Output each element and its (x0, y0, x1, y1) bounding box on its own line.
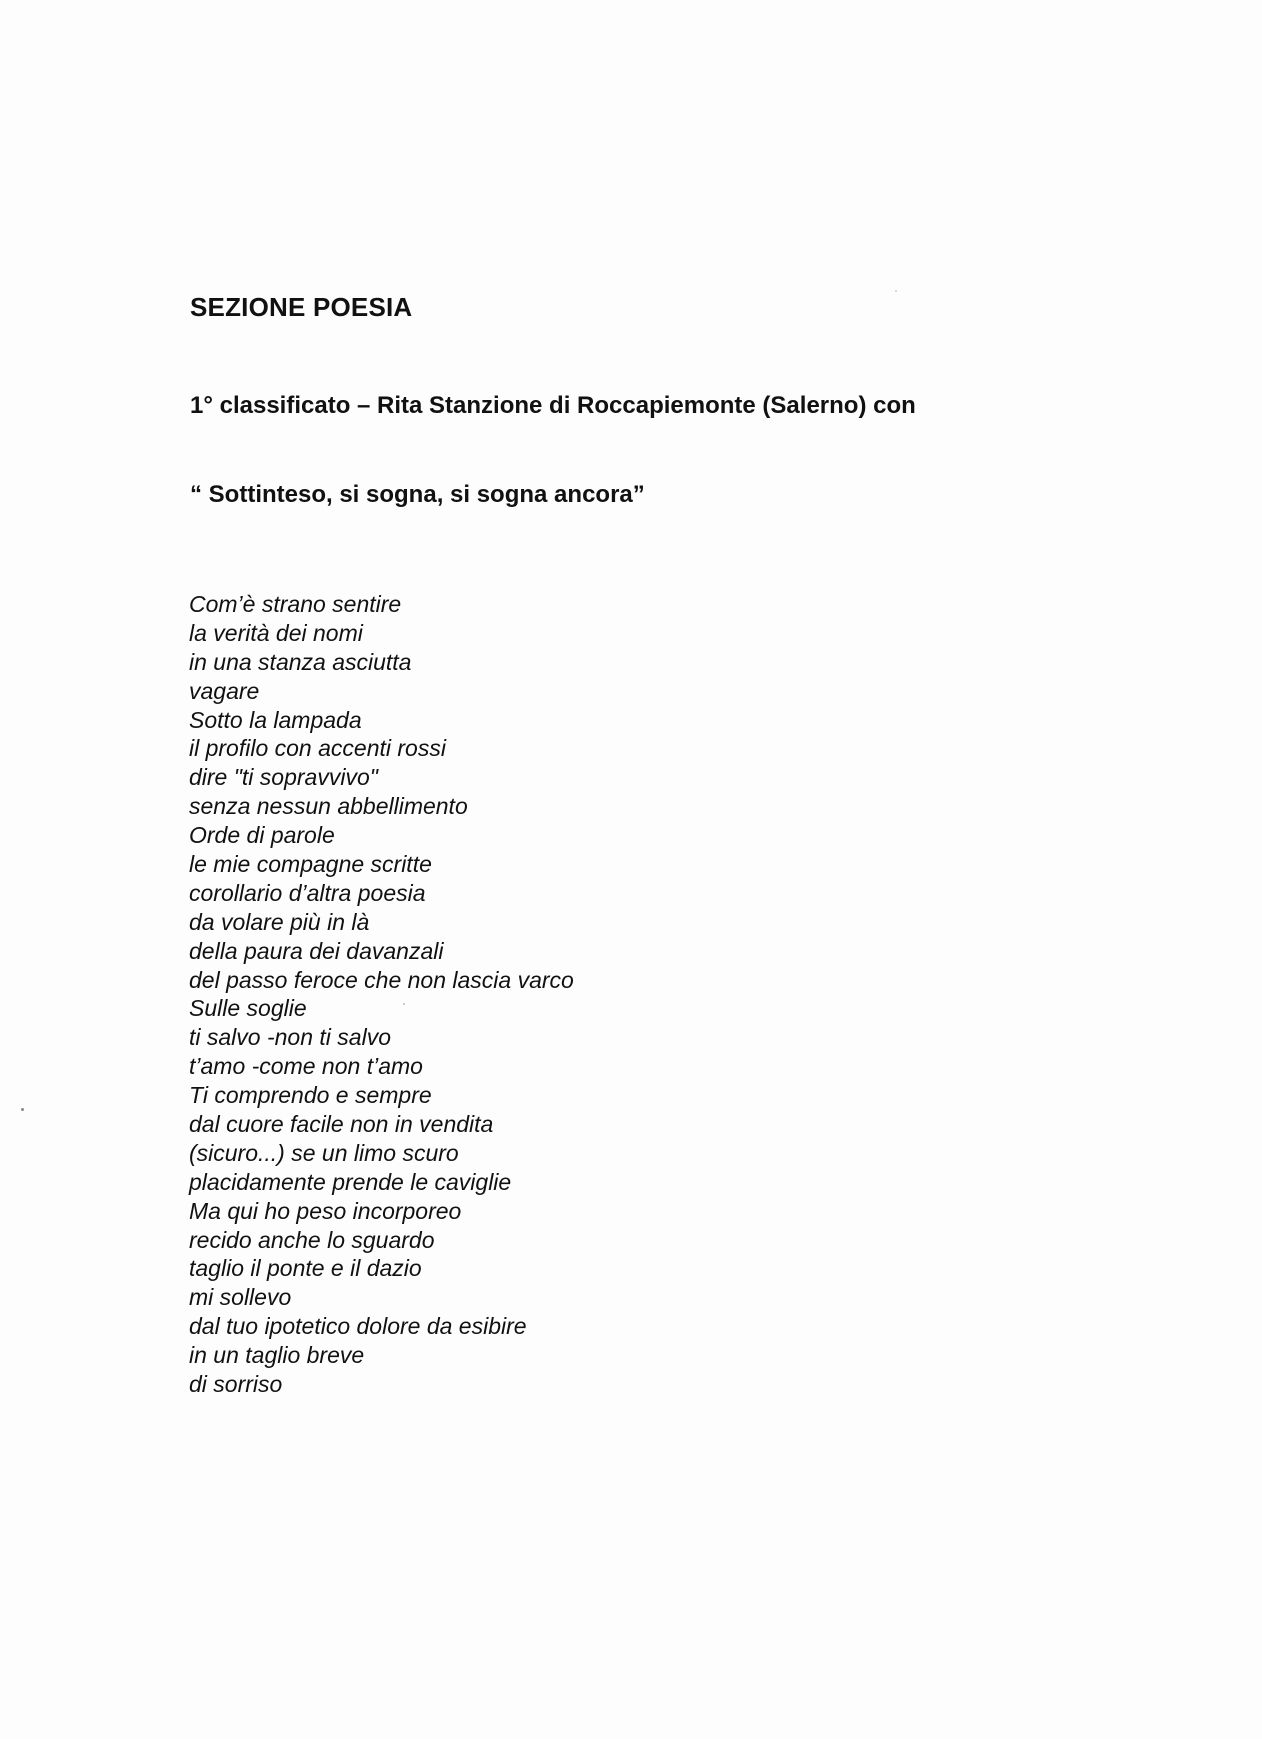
poem-body (189, 590, 574, 1399)
poem-line: le mie compagne scritte (189, 851, 432, 878)
poem-line: di sorriso (189, 1371, 283, 1398)
section-title: SEZIONE POESIA (190, 292, 413, 322)
scan-speck (895, 290, 897, 292)
poem-title: “ Sottinteso, si sogna, si sogna ancora” (190, 481, 645, 508)
poem-line: dal tuo ipotetico dolore da esibire (189, 1313, 527, 1340)
poem-line: dal cuore facile non in vendita (189, 1111, 494, 1138)
poem-line: placidamente prende le caviglie (189, 1168, 512, 1195)
poem-line: t’amo -come non t’amo (189, 1053, 423, 1080)
scan-speck (403, 1003, 405, 1005)
poem-line: in una stanza asciutta (189, 648, 412, 675)
poem-line: mi sollevo (189, 1284, 292, 1311)
poem-line: recido anche lo sguardo (189, 1226, 435, 1253)
poem-line: Sotto la lampada (189, 706, 362, 733)
poem-line: senza nessun abbellimento (189, 793, 468, 820)
poem-line: del passo feroce che non lascia varco (189, 966, 574, 993)
poem-line: il profilo con accenti rossi (189, 735, 446, 762)
scan-speck (21, 1108, 24, 1111)
poem-line: vagare (189, 677, 260, 704)
poem-line: dire "ti sopravvivo" (189, 764, 378, 791)
poem-line: la verità dei nomi (189, 619, 363, 646)
poem-line: Ti comprendo e sempre (189, 1082, 432, 1109)
poem-line: taglio il ponte e il dazio (189, 1255, 422, 1282)
poem-line: da volare più in là (189, 908, 370, 935)
poem-line: Orde di parole (189, 822, 335, 849)
poem-line: Com’è strano sentire (189, 591, 402, 617)
poem-line: Sulle soglie (189, 995, 307, 1022)
winner-line: 1° classificato – Rita Stanzione di Roccapiemonte (Salerno) con (190, 392, 916, 419)
poem-line: ti salvo -non ti salvo (189, 1024, 391, 1051)
poem-line: (sicuro...) se un limo scuro (189, 1139, 459, 1166)
poem-line: Ma qui ho peso incorporeo (189, 1197, 462, 1224)
poem-line: della paura dei davanzali (189, 937, 444, 964)
poem-line: corollario d’altra poesia (189, 879, 426, 906)
poem-line: in un taglio breve (189, 1342, 365, 1369)
